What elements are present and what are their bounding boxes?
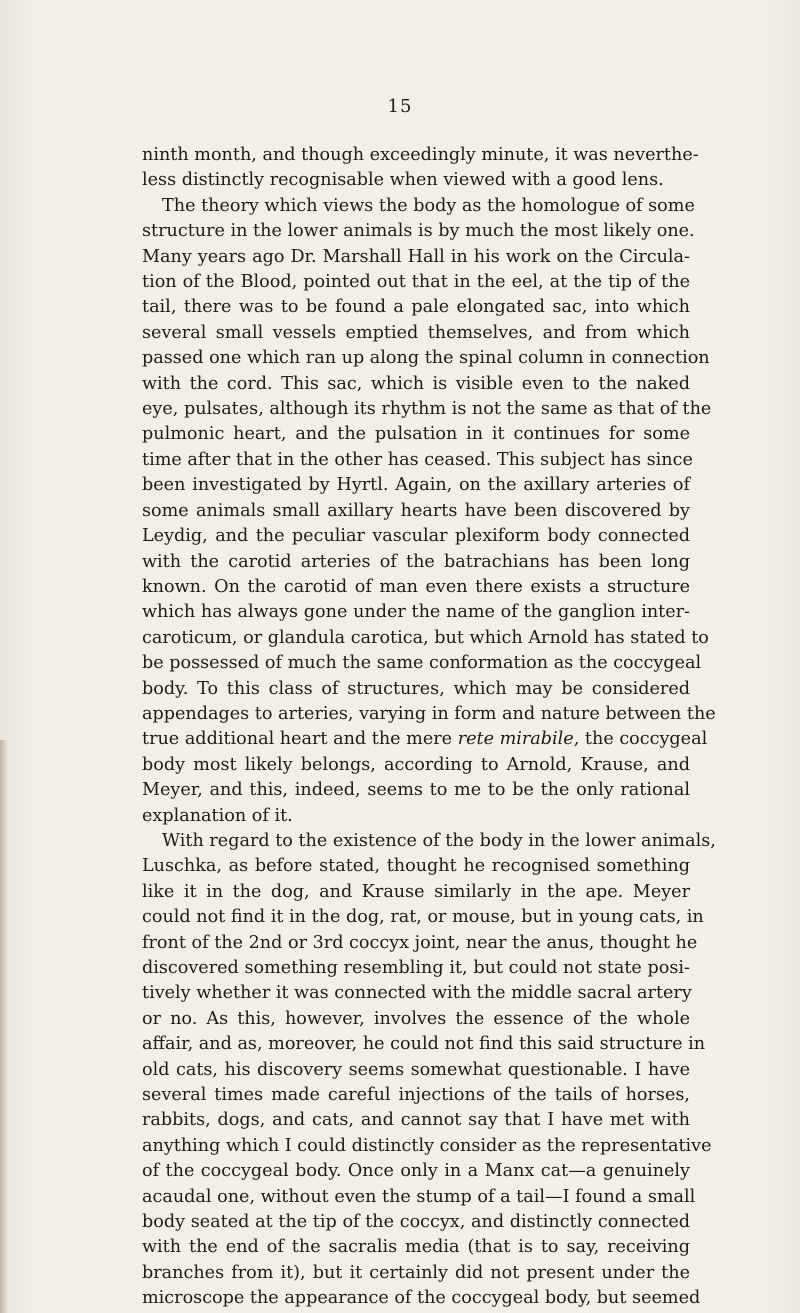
text-line: some animals small axillary hearts have been discovered by <box>142 500 690 521</box>
text-line: tively whether it was connected with the middle sacral artery <box>142 983 692 1004</box>
text-line: several small vessels emptied themselves, and from which <box>142 322 690 343</box>
page-number: 15 <box>387 96 413 117</box>
text-line: structure in the lower animals is by much the most likely one. <box>142 221 695 242</box>
text-line: body seated at the tip of the coccyx, and distinctly connected <box>142 1212 690 1233</box>
text-line: tion of the Blood, pointed out that in the eel, at the tip of the <box>142 272 690 293</box>
text-line: less distinctly recognisable when viewed with a good lens. <box>142 170 664 191</box>
text-line: time after that in the other has ceased. This subject has since <box>142 449 693 470</box>
text-line: been investigated by Hyrtl. Again, on the axillary arteries of <box>142 475 690 496</box>
text-line: The theory which views the body as the homologue of some <box>162 195 695 216</box>
text-line: which has always gone under the name of the ganglion inter- <box>142 602 690 623</box>
text-line: front of the 2nd or 3rd coccyx joint, near the anus, thought he <box>142 932 698 953</box>
text-line: known. On the carotid of man even there exists a structure <box>142 576 690 597</box>
text-line: caroticum, or glandula carotica, but which Arnold has stated to <box>142 627 709 648</box>
text-line: With regard to the existence of the body in the lower animals, <box>162 830 716 851</box>
binding-shadow <box>0 740 8 1313</box>
text-line: eye, pulsates, although its rhythm is not the same as that of the <box>142 399 712 420</box>
text-line: several times made careful injections of the tails of horses, <box>142 1085 690 1106</box>
text-line: passed one which ran up along the spinal column in connection <box>142 348 710 369</box>
text-line: body most likely belongs, according to Arnold, Krause, and <box>142 754 690 775</box>
text-line: Luschka, as before stated, thought he recognised something <box>142 856 690 877</box>
text-line: branches from it), but it certainly did not present under the <box>142 1262 690 1283</box>
text-line: ninth month, and though exceedingly minute, it was neverthe- <box>142 145 699 165</box>
text-line: appendages to arteries, varying in form and nature between the <box>142 703 716 724</box>
text-line: with the carotid arteries of the batrachians has been long <box>142 551 690 572</box>
text-line: like it in the dog, and Krause similarly in the ape. Meyer <box>142 881 690 902</box>
body-text <box>142 143 716 1312</box>
text-line: acaudal one, without even the stump of a tail—I found a small <box>142 1186 696 1207</box>
italic-term: rete mirabile <box>457 729 574 750</box>
text-line: of the coccygeal body. Once only in a Manx cat—a genuinely <box>142 1161 690 1182</box>
text-line: explanation of it. <box>142 805 293 826</box>
text-line: could not find it in the dog, rat, or mouse, but in young cats, in <box>142 907 704 928</box>
text-line: pulmonic heart, and the pulsation in it continues for some <box>142 424 690 445</box>
text-line: be possessed of much the same conformation as the coccygeal <box>142 653 702 674</box>
text-line: true additional heart and the mere rete mirabile, the coccygeal <box>142 729 708 750</box>
text-line: tail, there was to be found a pale elongated sac, into which <box>142 297 690 318</box>
text-line: with the cord. This sac, which is visible even to the naked <box>142 373 690 394</box>
text-line: discovered something resembling it, but could not state posi- <box>142 958 690 978</box>
text-line: microscope the appearance of the coccygeal body, but seemed <box>142 1288 701 1309</box>
text-line: Meyer, and this, indeed, seems to me to be the only rational <box>142 780 690 801</box>
text-line: old cats, his discovery seems somewhat questionable. I have <box>142 1059 690 1080</box>
text-line: Leydig, and the peculiar vascular plexiform body connected <box>142 526 690 547</box>
text-line: rabbits, dogs, and cats, and cannot say that I have met with <box>142 1110 690 1131</box>
text-line: with the end of the sacralis media (that is to say, receiving <box>142 1237 690 1258</box>
text-line: or no. As this, however, involves the essence of the whole <box>142 1008 690 1029</box>
text-line: Many years ago Dr. Marshall Hall in his work on the Circula- <box>142 246 690 267</box>
text-line: anything which I could distinctly consider as the representative <box>142 1135 712 1156</box>
text-line: body. To this class of structures, which may be considered <box>142 678 690 699</box>
text-line: affair, and as, moreover, he could not find this said structure in <box>142 1034 706 1055</box>
